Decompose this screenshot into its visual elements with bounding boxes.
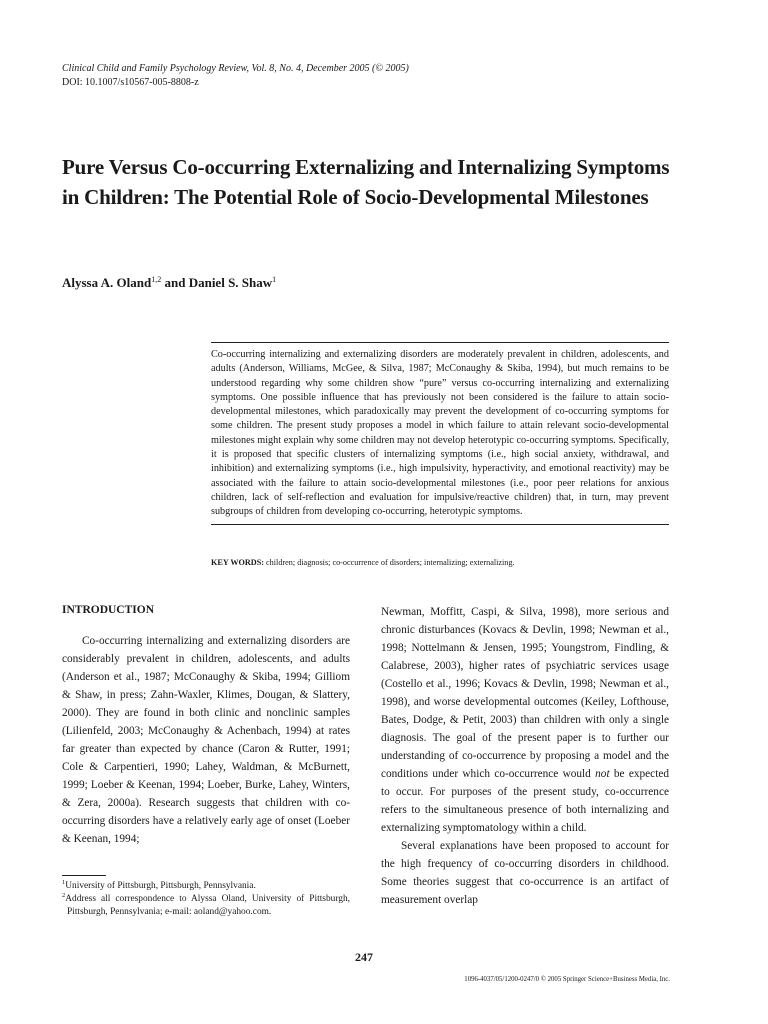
footnote-marker: 1 [62, 879, 66, 886]
affiliation-marker: 1 [272, 275, 277, 284]
abstract: Co-occurring internalizing and externalizing disorders are moderately prevalent in children, adolescents, and adults (Anderson, Williams, McGee, & Silva, 1987; McConaughy & Skiba, 1994), but much remains to be understood regarding why some children show “pure” versus co-occurring internalizing and externalizing symptoms. One possible influence that has previously not been considered is the failure to attain socio-developmental milestones, which paradoxically may prevent the development of co-occurring symptoms for some children. The present study proposes a model in which failure to attain relevant socio-developmental milestones might explain why some children may not develop heterotypic co-occurring symptoms. Specifically, it is proposed that specific clusters of internalizing symptoms (i.e., high social anxiety, withdrawal, and inhibition) and externalizing symptoms (i.e., high impulsivity, hyperactivity, and emotional reactivity) may be associated with the failure to attain socio-developmental milestones (i.e., poor peer relations for anxious children, lack of self-reflection and evaluation for impulsive/reactive children) that, in turn, may prevent subgroups of children from developing co-occurring, heterotypic symptoms. [211, 342, 669, 525]
author-line [62, 275, 276, 291]
body-paragraph: Several explanations have been proposed to account for the high frequency of co-occurring disorders in childhood. Some theories suggest that co-occurrence is an artifact of measurement overlap [381, 840, 669, 906]
keywords-text: children; diagnosis; co-occurrence of disorders; internalizing; externalizing. [264, 558, 515, 567]
body-text: Newman, Moffitt, Caspi, & Silva, 1998), more serious and chronic disturbances (Kovacs & Devlin, 1998; Newman et al., 1998; Nottelmann & Jensen, 1995; Youngstrom, Findling, & Calabrese, 2003), higher rates of psychiatric services usage (Costello et al., 1996; Kovacs & Devlin, 1998; Newman et al., 1998), and worse developmental outcomes (Keiley, Lofthouse, Bates, Dodge, & Petit, 2003) than children with only a single diagnosis. The goal of the present paper is to further our understanding of co-occurrence by proposing a model and the conditions under which co-occurrence would [381, 606, 669, 780]
author-name: Alyssa A. Oland [62, 275, 152, 290]
keywords [211, 557, 669, 569]
page-number: 247 [355, 950, 373, 964]
body-paragraph [381, 603, 669, 837]
article-title: Pure Versus Co-occurring Externalizing and Internalizing Symptoms in Children: The Potential Role of Socio-Developmental Milestones [62, 155, 670, 209]
keywords-label: KEY WORDS: [211, 558, 264, 567]
body-text: be expected to occur. For purposes of the present study, co-occurrence refers to the simultaneous presence of both internalizing and externalizing symptomatology within a child. [381, 768, 669, 834]
footnote [62, 893, 350, 919]
affiliation-marker: 1,2 [151, 275, 162, 284]
right-column [381, 603, 669, 909]
section-heading: INTRODUCTION [62, 604, 155, 616]
footnotes [62, 875, 350, 919]
copyright-line: 1096-4037/05/1200-0247/0 © 2005 Springer Science+Business Media, Inc. [464, 976, 670, 983]
footnote-text: Address all correspondence to Alyssa Oland, University of Pittsburgh, Pittsburgh, Pennsylvania; e-mail: aoland@yahoo.com. [65, 894, 350, 917]
footnote-rule [62, 875, 106, 876]
footnote [62, 880, 350, 893]
body-paragraph: Co-occurring internalizing and externalizing disorders are considerably prevalent in children, adolescents, and adults (Anderson et al., 1987; McConaughy & Skiba, 1994; Gilliom & Shaw, in press; Zahn-Waxler, Klimes, Dougan, & Slattery, 2000). They are found in both clinic and nonclinic samples (Lilienfeld, 2003; McConaughy & Achenbach, 1994) at rates far greater than expected by chance (Caron & Rutter, 1991; Cole & Carpentieri, 1990; Lahey, Waldman, & McBurnett, 1999; Loeber & Keenan, 1994; Loeber, Burke, Lahey, Winters, & Zera, 2000a). Research suggests that children with co-occurring disorders have a relatively early age of onset (Loeber & Keenan, 1994; [62, 635, 350, 845]
journal-header [62, 62, 409, 90]
footnote-text: University of Pittsburgh, Pittsburgh, Pennsylvania. [65, 881, 256, 891]
emphasis-text: not [595, 768, 610, 780]
author-name: Daniel S. Shaw [188, 275, 273, 290]
doi: DOI: 10.1007/s10567-005-8808-z [62, 77, 199, 88]
author-conjunction: and [161, 275, 189, 290]
footnote-marker: 2 [62, 892, 66, 899]
left-column [62, 603, 350, 848]
journal-citation: Clinical Child and Family Psychology Review, Vol. 8, No. 4, December 2005 (© 2005) [62, 63, 409, 74]
